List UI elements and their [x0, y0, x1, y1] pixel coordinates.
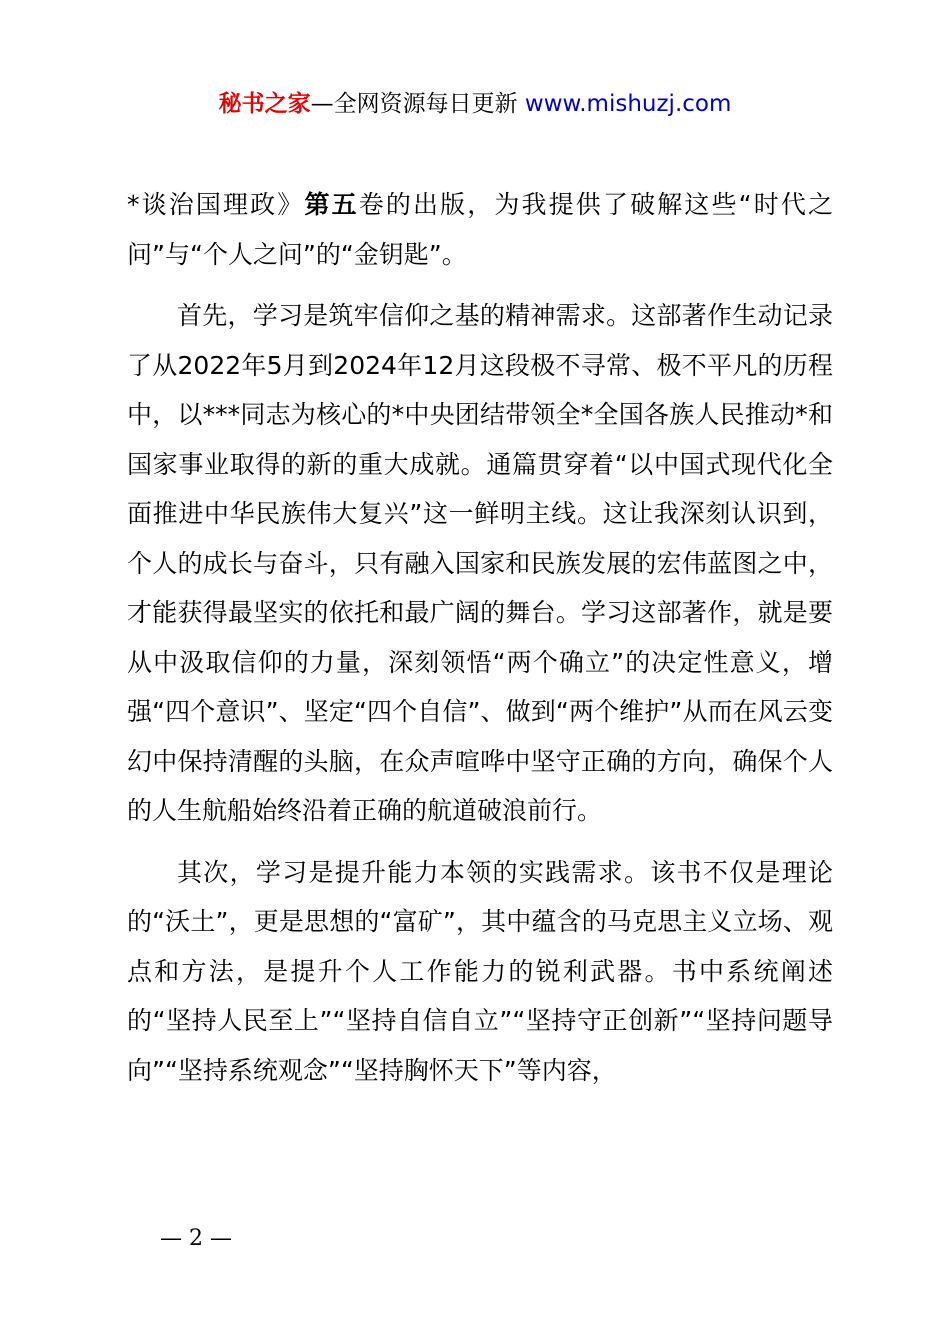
paragraph-1	[127, 180, 833, 279]
document-body	[127, 180, 833, 1107]
paragraph-1-part3: 卷的出版，为我提供了破解这些“时代之问”与“个人之问”的“金钥匙”。	[127, 190, 833, 269]
header-url[interactable]: www.mishuzj.com	[524, 91, 732, 117]
page-number: — 2 —	[160, 1226, 232, 1251]
paragraph-1-bold: 第五	[304, 190, 359, 219]
paragraph-2: 首先，学习是筑牢信仰之基的精神需求。这部著作生动记录了从2022年5月到2024年12月这段极不寻常、极不平凡的历程中，以***同志为核心的*中央团结带领全*全国各族人民推动*和国家事业取得的新的重大成就。通篇贯穿着“以中国式现代化全面推进中华民族伟大复兴”这一鲜明主线。这让我深刻认识到，个人的成长与奋斗，只有融入国家和民族发展的宏伟蓝图之中，才能获得最坚实的依托和最广阔的舞台。学习这部著作，就是要从中汲取信仰的力量，深刻领悟“两个确立”的决定性意义，增强“四个意识”、坚定“四个自信”、做到“两个维护”从而在风云变幻中保持清醒的头脑，在众声喧哗中坚守正确的方向，确保个人的人生航船始终沿着正确的航道破浪前行。	[127, 301, 833, 825]
paragraph-3: 其次，学习是提升能力本领的实践需求。该书不仅是理论的“沃土”，更是思想的“富矿”，其中蕴含的马克思主义立场、观点和方法，是提升个人工作能力的锐利武器。书中系统阐述的“坚持人民至上”“坚持自信自立”“坚持守正创新”“坚持问题导向”“坚持系统观念”“坚持胸怀天下”等内容，	[127, 857, 833, 1085]
header-tagline: —全网资源每日更新	[310, 91, 525, 117]
header-brand: 秘书之家	[218, 91, 311, 117]
watermark-header	[0, 86, 950, 122]
paragraph-1-part1: *谈治国理政》	[127, 190, 305, 219]
